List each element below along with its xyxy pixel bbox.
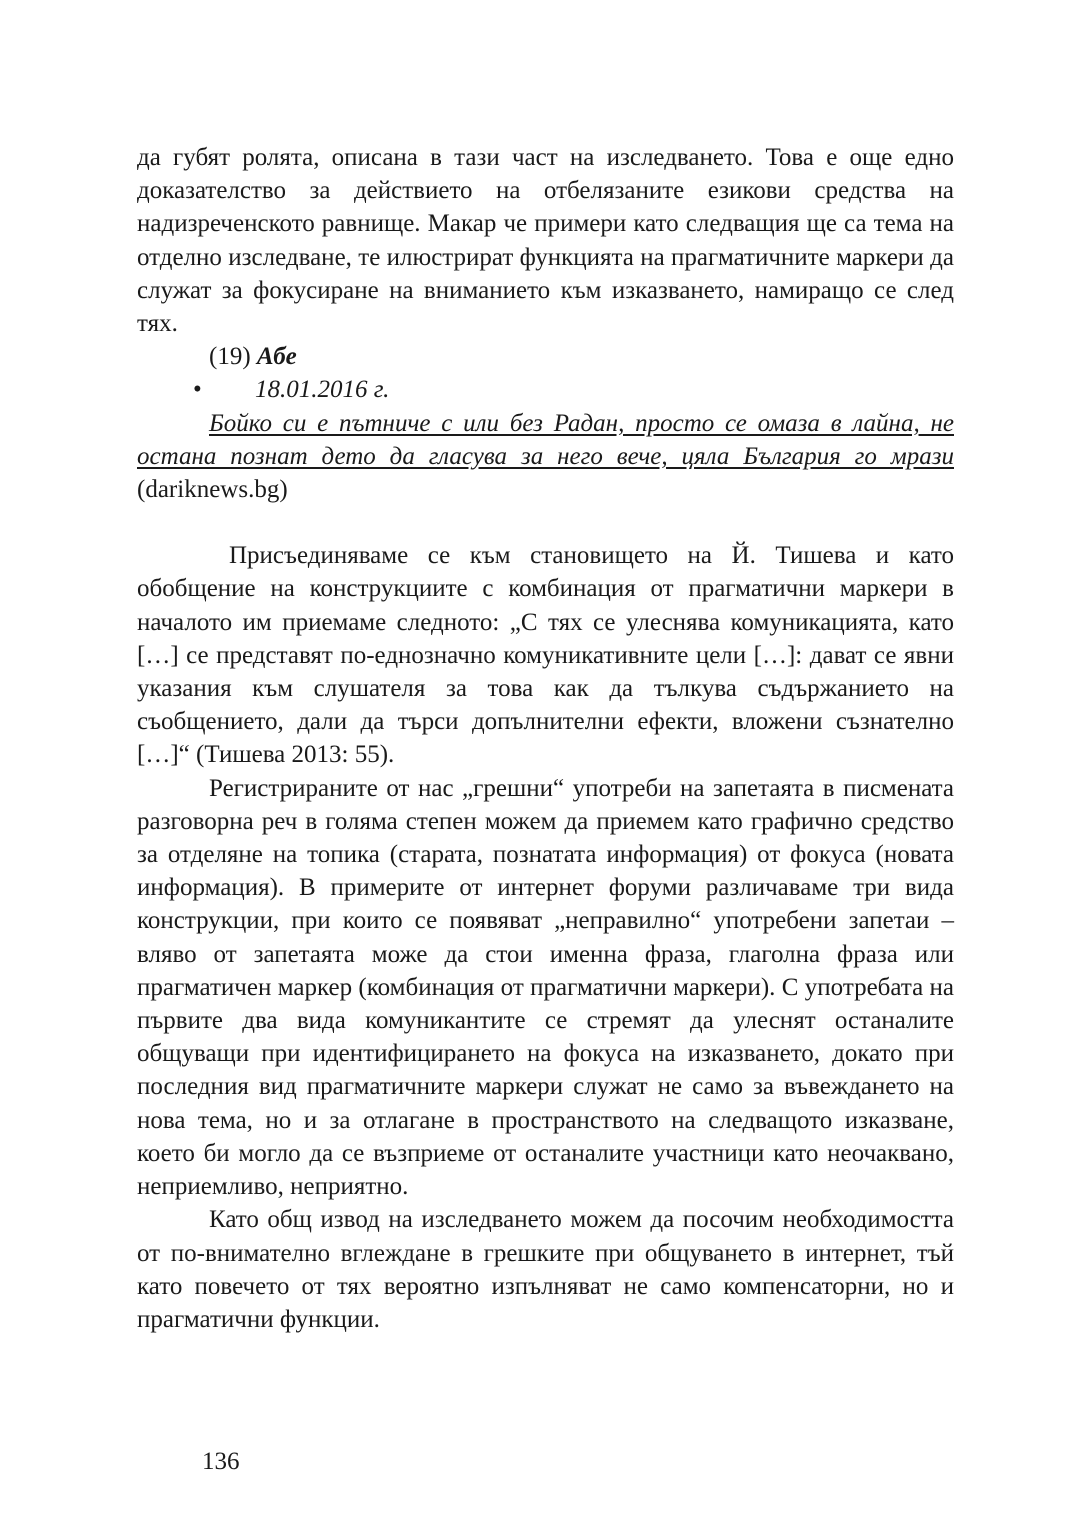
example-date-line — [137, 373, 954, 406]
example-number: (19) — [209, 343, 251, 371]
paragraph-intro: да губят ролята, описана в тази част на изследването. Това е още едно доказателство за действието на отбелязаните езикови средства на надизреченското равнище. Макар че примери като следващия ще са тема на отделно изследване, те илюстрират функцията на прагматичните маркери да служат за фокусиране на вниманието към изказването, намиращо се след тях. — [137, 144, 954, 338]
page-number: 136 — [202, 1448, 240, 1475]
page-body — [137, 141, 954, 1336]
example-quote — [137, 407, 954, 507]
example-date: 18.01.2016 г. — [255, 376, 390, 404]
paragraph-analysis: Регистрираните от нас „грешни“ употреби на запетаята в писмената разговорна реч в голяма степен можем да приемем като графично средство за отделяне на топика (старата, познатата информация) от фокуса (новата информация). В примерите от интернет форуми различаваме три вида конструкции, при които се появяват „неправилно“ употребени запетаи – вляво от запетаята може да стои именна фраза, глаголна фраза или прагматичен маркер (комбинация от прагматични маркери). С употребата на първите два вида комуникантите се стремят да улеснят останалите общуващи при идентифицирането на фокуса на изказването, докато при последния вид прагматичните маркери служат не само за въвеждането на нова тема, но и за отлагане в пространството на следващото изказване, което би могло да се възприеме от останалите участници като неочаквано, неприемливо, неприятно. — [137, 774, 954, 1201]
bullet-icon: • — [193, 376, 202, 404]
example-header — [137, 340, 954, 373]
quote-source: (dariknews.bg) — [137, 476, 288, 504]
paragraph-conclusion: Като общ извод на изследването можем да посочим необходимостта от по-внимателно вглеждане в грешките при общуването в интернет, тъй като повечето от тях вероятно изпълняват не само компенсаторни, но и прагматични функции. — [137, 1206, 954, 1333]
paragraph-quotation: Присъединяваме се към становището на Й. Тишева и като обобщение на конструкциите с комбинация от прагматични маркери в началото им приемаме следното: „С тях се улеснява комуникацията, като […] се представят по-еднозначно комуникативните цели […]: дават се явни указания към слушателя за това как да тълкува съдържанието на съобщението, дали да търси допълнителни ефекти, вложени съзнателно […]“ (Тишева 2013: 55). — [137, 542, 954, 769]
quote-text: Бойко си е пътниче с или без Радан, просто се омаза в лайна, не остана познат дето да гласува за него вече, цяла България го мрази — [137, 409, 954, 470]
spacer — [137, 506, 954, 539]
example-title: Абе — [256, 343, 297, 371]
